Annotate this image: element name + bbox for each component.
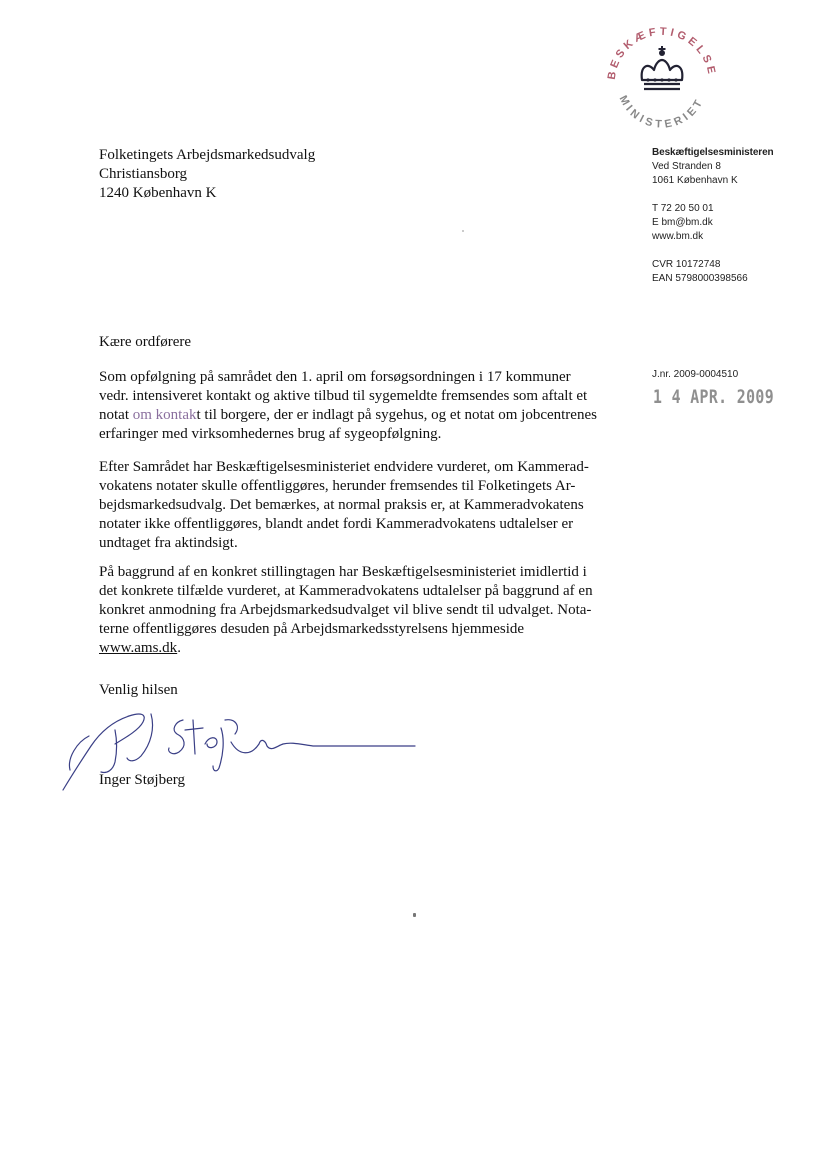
- scan-speck: [413, 913, 416, 917]
- svg-text:BESKÆFTIGELSES: [598, 20, 718, 80]
- highlighted-text: om kontak: [132, 407, 197, 423]
- paragraph-text: .: [177, 640, 181, 656]
- paragraph-2: [99, 458, 619, 553]
- logo-text-bottom: MINISTERIET: [616, 93, 707, 131]
- recipient-line: Christiansborg: [99, 166, 188, 182]
- sender-email: E bm@bm.dk: [652, 217, 713, 228]
- paragraph-text: notat: [99, 407, 133, 423]
- paragraph-1: [99, 368, 619, 444]
- closing: Venlig hilsen: [99, 682, 178, 698]
- paragraph-3: [99, 563, 619, 658]
- paragraph-line: Som opfølgning på samrådet den 1. april om forsøgsordningen i 17 kommuner: [99, 369, 571, 385]
- paragraph-line: erfaringer med virksomhedernes brug af sygeopfølgning.: [99, 426, 442, 442]
- sender-ean: EAN 5798000398566: [652, 273, 748, 284]
- paragraph-line: Efter Samrådet har Beskæftigelsesministeriet endvidere vurderet, om Kammerad-: [99, 459, 589, 475]
- sender-phone: T 72 20 50 01: [652, 203, 714, 214]
- sender-website: www.bm.dk: [652, 231, 704, 242]
- logo-text-top: BESKÆFTIGELSE: [605, 25, 718, 81]
- paragraph-line: vedr. intensiveret kontakt og aktive tilbud til sygemeldte fremsendes som aftalt et: [99, 388, 588, 404]
- paragraph-line: konkret anmodning fra Arbejdsmarkedsudvalget vil blive sendt til udvalget. Nota-: [99, 602, 592, 618]
- recipient-line: 1240 København K: [99, 185, 217, 201]
- signer-name: Inger Støjberg: [99, 772, 185, 788]
- paragraph-line: [99, 406, 619, 425]
- recipient-address: [99, 146, 315, 203]
- sender-name: Beskæftigelsesministeren: [652, 147, 774, 158]
- paragraph-line: vokatens notater skulle offentliggøres, herunder fremsendes til Folketingets Ar-: [99, 478, 576, 494]
- sender-address-line: 1061 København K: [652, 175, 738, 186]
- paragraph-line: notater ikke offentliggøres, blandt andet fordi Kammeradvokatens udtalelser er: [99, 516, 574, 532]
- sender-address-line: Ved Stranden 8: [652, 161, 721, 172]
- paragraph-line: bejdsmarkedsudvalg. Det bemærkes, at normal praksis er, at Kammeradvokatens: [99, 497, 584, 513]
- ministry-logo: [598, 20, 726, 132]
- paragraph-line: På baggrund af en konkret stillingtagen har Beskæftigelsesministeriet imidlertid i: [99, 564, 587, 580]
- scan-speck: [462, 230, 464, 232]
- salutation: Kære ordførere: [99, 334, 192, 350]
- svg-text:MINISTERIET: [617, 94, 707, 131]
- website-link[interactable]: www.ams.dk: [99, 640, 178, 656]
- journal-number: J.nr. 2009-0004510: [652, 369, 739, 380]
- paragraph-line: undtaget fra aktindsigt.: [99, 535, 238, 551]
- sender-cvr: CVR 10172748: [652, 259, 721, 270]
- sender-block: [652, 146, 774, 286]
- crown-icon: [598, 20, 726, 132]
- paragraph-line: det konkrete tilfælde vurderet, at Kammeradvokatens udtalelser på baggrund af en: [99, 583, 593, 599]
- date-stamp: 1 4 APR. 2009: [653, 386, 775, 408]
- paragraph-line: terne offentliggøres desuden på Arbejdsmarkedsstyrelsens hjemmeside: [99, 621, 525, 637]
- paragraph-text: t til borgere, der er indlagt på sygehus, og et notat om jobcentrenes: [196, 407, 597, 423]
- paragraph-line: [99, 639, 619, 658]
- recipient-line: Folketingets Arbejdsmarkedsudvalg: [99, 147, 316, 163]
